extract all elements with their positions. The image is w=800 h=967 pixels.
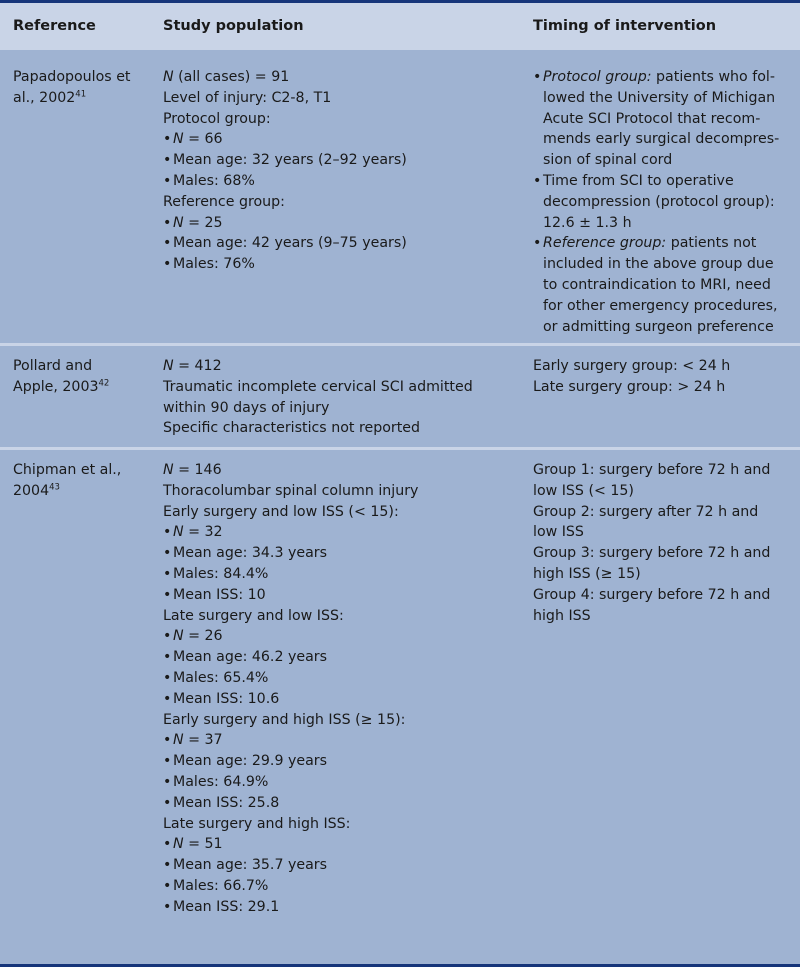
text-segment: = 51 [183, 836, 223, 853]
bullet-item [163, 730, 533, 751]
text-segment: Early surgery and low ISS (< 15): [163, 503, 399, 520]
population-cell [163, 67, 533, 343]
bullet-glyph: • [163, 898, 172, 915]
bullet-item [163, 668, 533, 689]
text-line [163, 502, 533, 523]
reference-line: Pollard and [13, 358, 93, 374]
text-segment: Late surgery and high ISS: [163, 815, 351, 832]
italic-text: Protocol group: [543, 69, 652, 85]
text-segment: for other emergency procedures, [543, 297, 778, 314]
citation-superscript: 43 [49, 482, 60, 493]
bullet-glyph: • [163, 669, 172, 686]
bullet-item [163, 171, 533, 192]
bullet-glyph: • [163, 545, 172, 562]
text-segment: Mean age: 32 years (2–92 years) [173, 152, 407, 169]
bullet-item [163, 689, 533, 710]
bullet-glyph: • [163, 628, 172, 645]
citation-superscript: 42 [98, 378, 110, 389]
bullet-text [173, 585, 266, 606]
bullet-glyph: • [163, 836, 172, 853]
bullet-item [163, 585, 533, 606]
text-line [163, 88, 533, 109]
text-line [543, 192, 775, 213]
bullet-text [173, 233, 407, 254]
text-line: low ISS (< 15) [533, 482, 634, 499]
bullet-item [533, 233, 792, 337]
header-timing: Timing of intervention [533, 18, 717, 35]
bullet-text [173, 772, 268, 793]
text-line: Early surgery group: < 24 h [533, 358, 731, 374]
text-segment: Males: 84.4% [173, 565, 269, 582]
text-line: Group 3: surgery before 72 h and [533, 545, 771, 562]
text-segment: Mean ISS: 25.8 [173, 794, 280, 811]
reference-line: Papadopoulos et [13, 69, 131, 85]
text-line: Late surgery group: > 24 h [533, 378, 726, 395]
text-segment: Mean age: 42 years (9–75 years) [173, 235, 407, 252]
bullet-text [173, 730, 223, 751]
text-segment: Mean ISS: 10.6 [173, 690, 280, 707]
text-line [163, 398, 533, 419]
bullet-text [173, 626, 223, 647]
text-segment: Level of injury: C2-8, T1 [163, 89, 332, 106]
text-segment: lowed the University of Michigan [543, 89, 776, 106]
text-segment: = 66 [183, 131, 223, 148]
bullet-text [173, 647, 327, 668]
bullet-text [173, 834, 223, 855]
bullet-item [533, 171, 792, 233]
bullet-glyph: • [163, 690, 172, 707]
text-line [543, 254, 778, 275]
bullet-glyph: • [533, 69, 542, 85]
bullet-glyph: • [163, 152, 172, 169]
text-segment: 12.6 ± 1.3 h [543, 214, 632, 231]
text-segment: Mean age: 46.2 years [173, 649, 328, 666]
text-line [543, 171, 775, 192]
text-line: Group 4: surgery before 72 h and [533, 586, 771, 603]
text-line [543, 67, 779, 88]
bullet-text [173, 855, 327, 876]
text-line [543, 109, 779, 130]
bullet-glyph: • [163, 172, 172, 189]
bullet-text [173, 213, 223, 234]
text-segment: Late surgery and low ISS: [163, 607, 344, 624]
text-segment: = 26 [183, 628, 223, 645]
text-segment: Males: 64.9% [173, 773, 269, 790]
reference-cell [0, 356, 163, 447]
text-segment: Males: 76% [173, 256, 255, 273]
header-reference: Reference [13, 18, 96, 35]
text-segment: Thoracolumbar spinal column injury [163, 482, 419, 499]
reference-text: al., 2002 [13, 89, 76, 106]
text-line [163, 460, 533, 481]
italic-text: N [173, 214, 184, 231]
bullet-text [173, 254, 255, 275]
text-segment: = 25 [183, 214, 223, 231]
text-line: low ISS [533, 524, 584, 541]
reference-cell [0, 460, 163, 961]
bullet-glyph: • [533, 235, 542, 252]
bullet-item [163, 793, 533, 814]
reference-line [13, 481, 163, 502]
text-line: high ISS (≥ 15) [533, 565, 641, 582]
bullet-glyph: • [163, 524, 172, 541]
bullet-item [163, 751, 533, 772]
text-segment: sion of spinal cord [543, 152, 673, 169]
text-segment: patients not [666, 235, 757, 252]
bullet-item [163, 254, 533, 275]
text-line [543, 129, 779, 150]
bullet-glyph: • [533, 172, 542, 189]
bullet-item [163, 855, 533, 876]
bullet-item [163, 213, 533, 234]
bullet-glyph: • [163, 649, 172, 666]
text-segment: Specific characteristics not reported [163, 420, 421, 437]
text-line [163, 356, 533, 377]
bullet-glyph: • [163, 565, 172, 582]
bullet-item [163, 772, 533, 793]
bullet-glyph: • [163, 131, 172, 148]
bullet-glyph: • [163, 732, 172, 749]
text-line [163, 192, 533, 213]
italic-text: Reference group: [543, 235, 667, 252]
text-line [543, 317, 778, 338]
text-segment: Acute SCI Protocol that recom- [543, 110, 761, 127]
table-row [0, 50, 800, 346]
text-segment: Early surgery and high ISS (≥ 15): [163, 711, 406, 728]
bullet-text [173, 751, 327, 772]
bullet-text [543, 171, 775, 233]
timing-cell [533, 67, 800, 343]
bullet-item [163, 876, 533, 897]
bullet-glyph: • [163, 773, 172, 790]
text-segment: Reference group: [163, 193, 285, 210]
text-segment: (all cases) = 91 [173, 69, 290, 85]
text-line [163, 710, 533, 731]
bullet-item [533, 67, 792, 171]
text-line: high ISS [533, 607, 591, 624]
bullet-text [173, 668, 268, 689]
text-segment: patients who fol- [651, 69, 775, 85]
bullet-item [163, 647, 533, 668]
text-line [163, 814, 533, 835]
reference-line [13, 88, 163, 109]
text-segment: Males: 66.7% [173, 877, 269, 894]
population-cell [163, 356, 533, 447]
text-line [543, 275, 778, 296]
text-segment: Mean ISS: 29.1 [173, 898, 280, 915]
bullet-text [543, 67, 779, 171]
text-segment: Males: 65.4% [173, 669, 269, 686]
text-line [543, 213, 775, 234]
italic-text: N [163, 462, 174, 478]
bullet-text [173, 564, 268, 585]
text-line [543, 88, 779, 109]
reference-text: 2004 [13, 482, 50, 499]
text-segment: decompression (protocol group): [543, 193, 775, 210]
bullet-glyph: • [163, 235, 172, 252]
table-row [0, 346, 800, 450]
bullet-item [163, 522, 533, 543]
bullet-glyph: • [163, 214, 172, 231]
timing-cell [533, 356, 800, 447]
bullet-item [163, 150, 533, 171]
bullet-text [173, 522, 223, 543]
bullet-glyph: • [163, 794, 172, 811]
bullet-text [173, 171, 255, 192]
text-segment: Mean ISS: 10 [173, 586, 266, 603]
text-segment: included in the above group due [543, 256, 774, 273]
text-line [163, 418, 533, 439]
text-segment: = 37 [183, 732, 223, 749]
reference-line [13, 377, 163, 398]
bullet-item [163, 897, 533, 918]
text-line: Group 2: surgery after 72 h and [533, 503, 759, 520]
header-study-population: Study population [163, 18, 304, 35]
bullet-glyph: • [163, 877, 172, 894]
bullet-text [173, 897, 279, 918]
italic-text: N [173, 628, 184, 645]
bullet-text [173, 543, 327, 564]
bullet-text [543, 233, 778, 337]
bullet-glyph: • [163, 753, 172, 770]
reference-text: Apple, 2003 [13, 378, 99, 395]
bullet-text [173, 793, 279, 814]
text-segment: within 90 days of injury [163, 399, 330, 416]
citation-superscript: 41 [75, 89, 87, 100]
bullet-item [163, 626, 533, 647]
text-segment: or admitting surgeon preference [543, 318, 774, 335]
bullet-text [173, 129, 223, 150]
text-line: Group 1: surgery before 72 h and [533, 462, 771, 478]
text-segment: = 32 [183, 524, 223, 541]
bullet-glyph: • [163, 256, 172, 273]
table-header [0, 3, 800, 50]
timing-cell [533, 460, 800, 961]
text-line [163, 481, 533, 502]
text-line [163, 109, 533, 130]
bullet-text [173, 150, 407, 171]
population-cell [163, 460, 533, 961]
italic-text: N [163, 69, 174, 85]
text-segment: = 146 [173, 462, 222, 478]
text-segment: Protocol group: [163, 110, 271, 127]
text-segment: mends early surgical decompres- [543, 131, 780, 148]
italic-text: N [173, 131, 184, 148]
italic-text: N [173, 732, 184, 749]
text-segment: Males: 68% [173, 172, 255, 189]
bullet-text [173, 876, 268, 897]
text-line [543, 233, 778, 254]
text-segment: Traumatic incomplete cervical SCI admitted [163, 378, 473, 395]
bullet-item [163, 543, 533, 564]
text-segment: Mean age: 34.3 years [173, 545, 328, 562]
bullet-glyph: • [163, 857, 172, 874]
italic-text: N [173, 836, 184, 853]
italic-text: N [173, 524, 184, 541]
bullet-item [163, 564, 533, 585]
text-segment: Time from SCI to operative [543, 172, 734, 189]
text-segment: Mean age: 29.9 years [173, 753, 328, 770]
text-line [543, 150, 779, 171]
text-line [543, 296, 778, 317]
reference-line: Chipman et al., [13, 462, 122, 478]
italic-text: N [163, 358, 174, 374]
text-segment: Mean age: 35.7 years [173, 857, 328, 874]
text-line [163, 67, 533, 88]
table-row [0, 450, 800, 961]
text-line [163, 377, 533, 398]
bullet-glyph: • [163, 586, 172, 603]
text-segment: = 412 [173, 358, 222, 374]
bullet-item [163, 129, 533, 150]
reference-cell [0, 67, 163, 343]
bullet-text [173, 689, 279, 710]
text-segment: to contraindication to MRI, need [543, 276, 771, 293]
bullet-item [163, 834, 533, 855]
text-line [163, 606, 533, 627]
bullet-item [163, 233, 533, 254]
